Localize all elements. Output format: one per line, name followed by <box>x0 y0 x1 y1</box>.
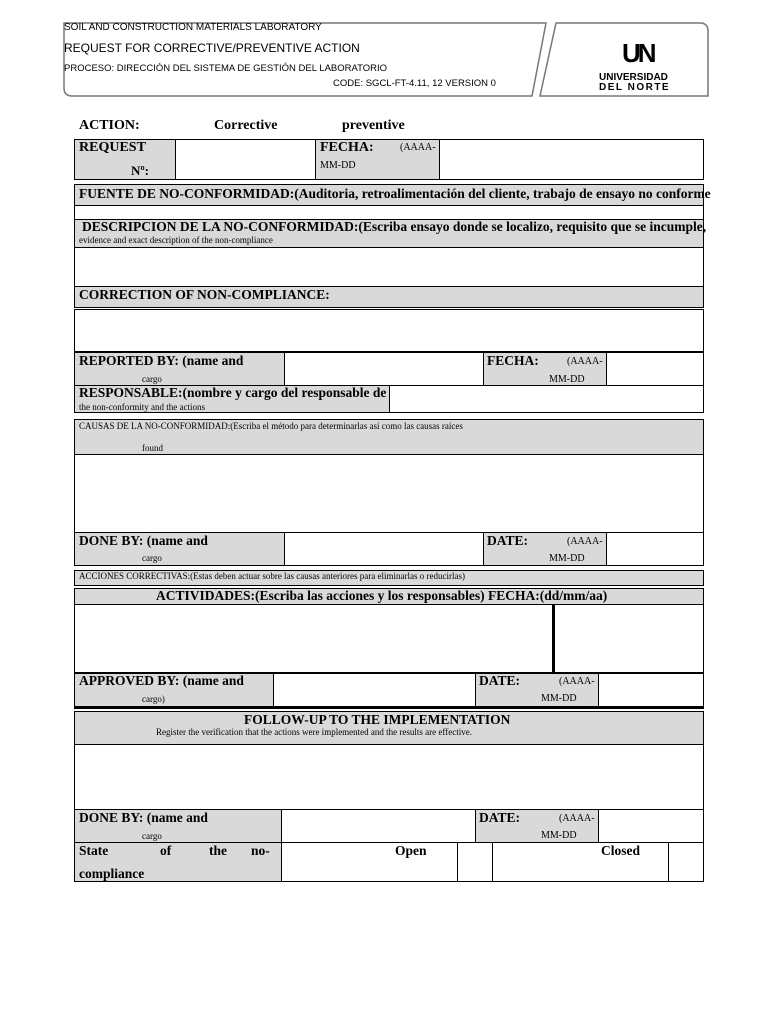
logo-line-1: UNIVERSIDAD <box>599 72 668 83</box>
state-word-1: State <box>79 843 109 858</box>
approved-date-field[interactable] <box>598 673 704 707</box>
fuente-label: FUENTE DE NO-CONFORMIDAD:(Auditoria, retroalimentación del cliente, trabajo de ensayo no conforme <box>79 186 711 201</box>
done1-date-format-2: MM-DD <box>549 553 585 564</box>
reported-cargo: cargo <box>142 374 162 384</box>
actividades-divider <box>552 604 554 673</box>
reported-fecha-format-2: MM-DD <box>549 374 585 385</box>
followup-title: FOLLOW-UP TO THE IMPLEMENTATION <box>244 712 511 727</box>
logo-line-2: DEL NORTE <box>599 82 671 93</box>
state-word-5: compliance <box>79 866 145 881</box>
causas-found: found <box>142 443 163 453</box>
descripcion-sub: evidence and exact description of the non-compliance <box>79 235 273 245</box>
done1-date-field[interactable] <box>606 532 704 566</box>
done1-cargo: cargo <box>142 553 162 563</box>
lab-name: SOIL AND CONSTRUCTION MATERIALS LABORATORY <box>64 22 322 33</box>
request-fecha-format-1: (AAAA- <box>400 142 436 153</box>
logo-mark: UN <box>622 38 654 68</box>
request-fecha-format-2: MM-DD <box>320 160 356 171</box>
approved-date-label: DATE: <box>479 673 521 688</box>
done1-date-label: DATE: <box>487 533 529 548</box>
approved-label: APPROVED BY: (name and <box>79 673 244 688</box>
request-fecha-field[interactable] <box>439 139 704 180</box>
acciones-label: ACCIONES CORRECTIVAS:(Estas deben actuar sobre las causas anteriores para eliminarlas o reducirlas) <box>79 571 465 581</box>
action-preventive[interactable]: preventive <box>342 118 405 133</box>
causas-label: CAUSAS DE LA NO-CONFORMIDAD:(Escriba el método para determinarlas así como las causas raíces <box>79 421 463 431</box>
reported-name-field[interactable] <box>284 352 484 386</box>
action-corrective[interactable]: Corrective <box>214 118 278 133</box>
fuente-field[interactable] <box>74 205 704 220</box>
done1-name-field[interactable] <box>284 532 484 566</box>
responsable-sub: the non-conformity and the actions <box>79 402 205 412</box>
actividades-field[interactable] <box>74 604 555 673</box>
reported-label: REPORTED BY: (name and <box>79 353 244 368</box>
action-label: ACTION: <box>79 118 140 133</box>
done1-label: DONE BY: (name and <box>79 533 208 548</box>
responsable-label: RESPONSABLE:(nombre y cargo del responsable de <box>79 385 387 400</box>
state-word-4: no- <box>251 843 270 858</box>
done2-cargo: cargo <box>142 831 162 841</box>
approved-date-format-1: (AAAA- <box>559 676 595 687</box>
followup-sub: Register the verification that the actions were implemented and the results are effective. <box>156 727 472 737</box>
actividades-fecha-field[interactable] <box>554 604 704 673</box>
state-closed-cell <box>492 842 669 882</box>
approved-date-format-2: MM-DD <box>541 693 577 704</box>
request-number-field[interactable] <box>175 139 316 180</box>
state-open-cell <box>281 842 458 882</box>
correction-label: CORRECTION OF NON-COMPLIANCE: <box>79 287 330 302</box>
followup-top-rule <box>74 707 704 709</box>
state-word-3: the <box>209 843 227 858</box>
followup-field[interactable] <box>74 744 704 810</box>
form-title: REQUEST FOR CORRECTIVE/PREVENTIVE ACTION <box>64 41 360 55</box>
approved-cargo: cargo) <box>142 694 165 704</box>
request-fecha-label: FECHA: <box>320 140 374 155</box>
state-closed-checkbox[interactable] <box>668 842 704 882</box>
done2-date-format-2: MM-DD <box>541 830 577 841</box>
actividades-label: ACTIVIDADES:(Escriba las acciones y los responsables) FECHA:(dd/mm/aa) <box>156 588 608 603</box>
descripcion-field[interactable] <box>74 247 704 287</box>
reported-fecha-field[interactable] <box>606 352 704 386</box>
reported-fecha-format-1: (AAAA- <box>567 356 603 367</box>
approved-name-field[interactable] <box>273 673 476 707</box>
causas-field[interactable] <box>74 454 704 533</box>
done1-date-format-1: (AAAA- <box>567 536 603 547</box>
done2-label: DONE BY: (name and <box>79 810 208 825</box>
responsable-field[interactable] <box>389 385 704 413</box>
request-number-label: Nº: <box>131 163 150 178</box>
descripcion-label: DESCRIPCION DE LA NO-CONFORMIDAD:(Escriba ensayo donde se localizo, requisito que se incumple, <box>82 219 707 234</box>
correction-field[interactable] <box>74 309 704 352</box>
state-open-label: Open <box>395 843 427 858</box>
done2-date-field[interactable] <box>598 809 704 843</box>
reported-fecha-label: FECHA: <box>487 353 539 368</box>
done2-name-field[interactable] <box>281 809 476 843</box>
form-code: CODE: SGCL-FT-4.11, 12 VERSION 0 <box>333 78 496 89</box>
process-line: PROCESO: DIRECCIÓN DEL SISTEMA DE GESTIÓN DEL LABORATORIO <box>64 63 388 74</box>
done2-date-label: DATE: <box>479 810 521 825</box>
request-label: REQUEST <box>79 140 146 155</box>
state-closed-label: Closed <box>601 843 641 858</box>
done2-date-format-1: (AAAA- <box>559 813 595 824</box>
state-open-checkbox[interactable] <box>457 842 493 882</box>
state-word-2: of <box>160 843 172 858</box>
